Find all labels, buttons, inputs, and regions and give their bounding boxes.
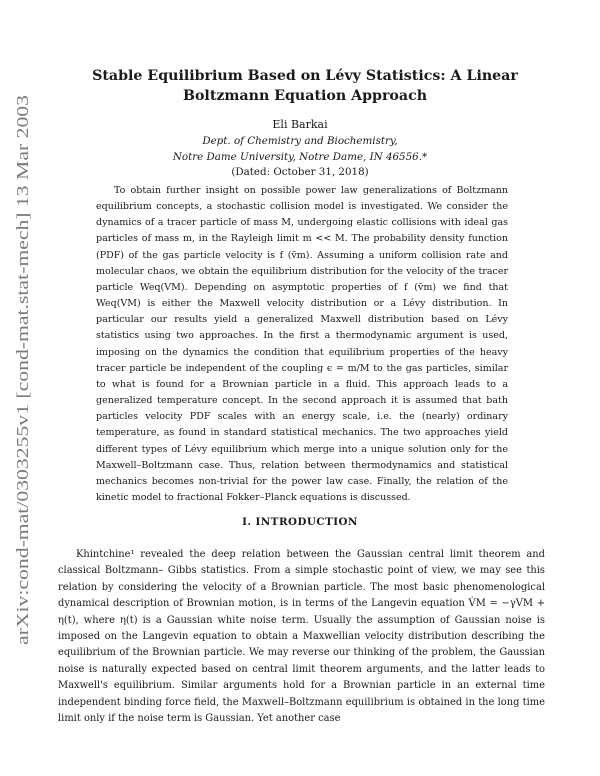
title-line-1: Stable Equilibrium Based on Lévy Statistics: A Linear	[92, 68, 518, 84]
title-line-2: Boltzmann Equation Approach	[182, 88, 428, 104]
affiliation-line-1: Dept. of Chemistry and Biochemistry,	[202, 135, 398, 147]
introduction-paragraph: Khintchine¹ revealed the deep relation between the Gaussian central limit theorem and classical Boltzmann– Gibbs statistics. From a simple stochastic point of view, we may see this relation by considering the velocity of a Brownian particle. The most basic phenomenological dynamical description of Brownian motion, is in terms of the Langevin equation V̇M = −γVM + η(t), where η(t) is a Gaussian white noise term. Usually the assumption of Gaussian noise is imposed on the Langevin equation to obtain a Maxwellian velocity distribution describing the equilibrium of the Brownian particle. We may reverse our thinking of the problem, the Gaussian noise is naturally expected based on central limit theorem arguments, and the latter leads to Maxwell's equilibrium. Similar arguments hold for a Brownian particle in an external time independent binding force field, the Maxwell–Boltzmann equilibrium is obtained in the long time limit only if the noise term is Gaussian. Yet another case	[58, 549, 545, 725]
author-name: Eli Barkai	[272, 118, 328, 131]
affiliation	[0, 134, 600, 165]
abstract	[96, 183, 508, 506]
affiliation-line-2: Notre Dame University, Notre Dame, IN 46556.*	[172, 150, 428, 163]
date-line: (Dated: October 31, 2018)	[231, 166, 369, 178]
paper-title	[70, 66, 540, 106]
arxiv-stamp-text: arXiv:cond-mat/0303255v1 [cond-mat.stat-mech] 13 Mar 2003	[13, 209, 32, 645]
section-heading: I. INTRODUCTION	[242, 516, 358, 528]
abstract-text: To obtain further insight on possible power law generalizations of Boltzmann equilibrium concepts, a stochastic collision model is investigated. We consider the dynamics of a tracer particle of mass M, undergoing elastic collisions with ideal gas particles of mass m, in the Rayleigh limit m << M. The probability density function (PDF) of the gas particle velocity is f (v̄m). Assuming a uniform collision rate and molecular chaos, we obtain the equilibrium distribution for the velocity of the tracer particle Weq(VM). Depending on asymptotic properties of f (v̄m) we find that Weq(VM) is either the Maxwell velocity distribution or a Lévy distribution. In particular our results yield a generalized Maxwell distribution based on Lévy statistics using two approaches. In the first a thermodynamic argument is used, imposing on the dynamics the condition that equilibrium properties of the heavy tracer particle be independent of the coupling ϵ = m/M to the gas particles, similar to what is found for a Brownian particle in a fluid. This approach leads to a generalized temperature concept. In the second approach it is assumed that bath particles velocity PDF scales with an energy scale, i.e. the (nearly) ordinary temperature, as found in standard statistical mechanics. The two approaches yield different types of Lévy equilibrium which merge into a unique solution only for the Maxwell–Boltzmann case. Thus, relation between thermodynamics and statistical mechanics becomes non-trivial for the power law case. Finally, the relation of the kinetic model to fractional Fokker–Planck equations is discussed.	[96, 185, 508, 503]
introduction-body	[58, 547, 545, 727]
